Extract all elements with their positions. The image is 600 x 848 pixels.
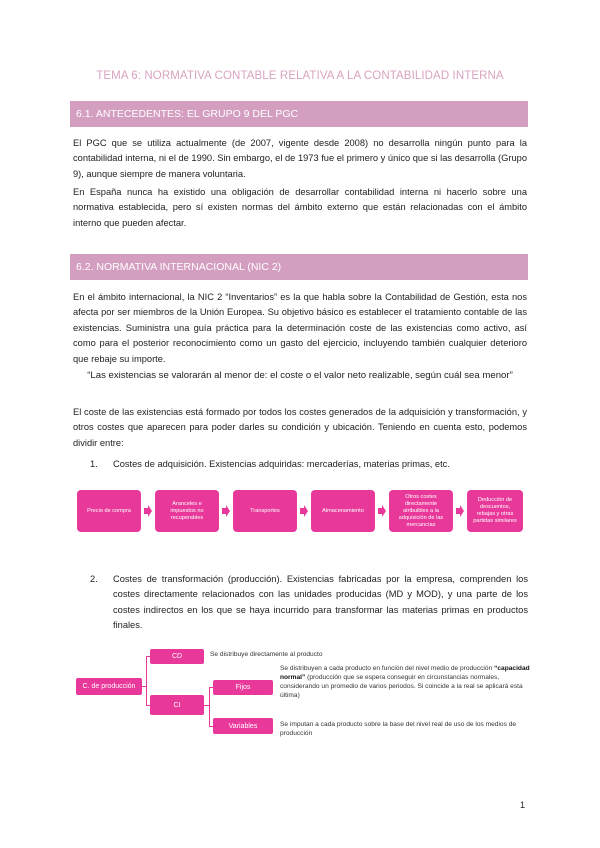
paragraph-pgc: El PGC que se utiliza actualmente (de 2007, vigente desde 2008) no desarrolla ningún punto para la contabilidad interna, ni el de 1990. Sin embargo, el de 1973 fue el primero y único que si las desarrolla (Grupo 9), aunque siempre de manera voluntaria. bbox=[73, 138, 527, 179]
paragraph-coste: El coste de las existencias está formado por todos los costes generados de la adquisición y transformación, y otros costes que aparecen para poder darles su condición y ubicación. Teniendo en cuenta esto, podemos dividir entre: bbox=[73, 407, 527, 448]
flow-box-almacenamiento: Almacenamiento bbox=[311, 490, 375, 532]
tree-node-c-produccion: C. de producción bbox=[76, 678, 142, 695]
flow-box-deduccion: Deducción de descuentos, rebajas y otras partidas similares bbox=[467, 490, 523, 532]
page-title: TEMA 6: NORMATIVA CONTABLE RELATIVA A LA CONTABILIDAD INTERNA bbox=[96, 70, 504, 82]
flow-box-aranceles: Aranceles e impuestos no recuperables bbox=[155, 490, 219, 532]
tree-text-fijos: Se distribuyen a cada producto en función del nivel medio de producción “capacidad normal” (producción que se espera conseguir en circunstancias normales, considerando un promedio de varios periodos. Si coincide a la real se aplicará esta última) bbox=[280, 665, 530, 699]
quote-valoracion: “Las existencias se valorarán al menor de: el coste o el valor neto realizable, según cuál sea menor” bbox=[87, 370, 513, 381]
arrow-right-icon bbox=[222, 505, 230, 517]
list-number: 1. bbox=[90, 459, 98, 469]
tree-text-variables: Se imputan a cada producto sobre la base del nivel real de uso de los medios de producción bbox=[280, 721, 517, 737]
production-cost-tree bbox=[70, 645, 530, 745]
arrow-right-icon bbox=[456, 505, 464, 517]
flow-box-otros-costes: Otros costes directamente atribuibles a la adquisición de las mercancías bbox=[389, 490, 453, 532]
list-text: Costes de adquisición. Existencias adquiridas: mercaderías, materias primas, etc. bbox=[113, 459, 450, 469]
section-heading-antecedentes: 6.1. ANTECEDENTES: EL GRUPO 9 DEL PGC bbox=[70, 101, 528, 127]
tree-node-cd: CD bbox=[150, 649, 204, 664]
tree-node-variables: Variables bbox=[213, 718, 273, 734]
page-number: 1 bbox=[519, 800, 525, 810]
tree-connector bbox=[209, 687, 210, 727]
list-text: Costes de transformación (producción). Existencias fabricadas por la empresa, comprenden los costes directamente relacionados con las unidades producidas (MD y MOD), y una parte de los costes indirectos en los que se haya incurrido para transformar las materias primas en productos finales. bbox=[113, 574, 528, 631]
tree-connector bbox=[146, 656, 147, 706]
paragraph-nic2: En el ámbito internacional, la NIC 2 “Inventarios” es la que habla sobre la Contabilidad de Gestión, esta nos afecta por ser miembros de la Unión Europea. Su objetivo básico es establecer el tratamiento contable de las existencias. Suministra una guía práctica para la determinación coste de las existencias como activo, así como para el posterior reconocimiento como un gasto del ejercicio, incluyendo también cualquier deterioro que rebaje su importe. bbox=[73, 292, 527, 364]
arrow-right-icon bbox=[378, 505, 386, 517]
paragraph-espana: En España nunca ha existido una obligación de desarrollar contabilidad interna ni hacerlo sobre una normativa establecida, pero sí existen normas del ámbito externo que están relacionadas con el ámbito interno que pueden afectar. bbox=[73, 187, 527, 228]
section-heading-nic2: 6.2. NORMATIVA INTERNACIONAL (NIC 2) bbox=[70, 254, 528, 280]
flow-box-transportes: Transportes bbox=[233, 490, 297, 532]
tree-node-ci: CI bbox=[150, 695, 204, 715]
tree-text-cd: Se distribuye directamente al producto bbox=[210, 651, 323, 658]
list-item-adquisicion bbox=[92, 457, 528, 472]
arrow-right-icon bbox=[300, 505, 308, 517]
flow-box-precio-compra: Precio de compra bbox=[77, 490, 141, 532]
list-number: 2. bbox=[90, 574, 98, 584]
list-item-transformacion bbox=[92, 572, 528, 634]
tree-node-fijos: Fijos bbox=[213, 680, 273, 695]
arrow-right-icon bbox=[144, 505, 152, 517]
acquisition-cost-flow bbox=[77, 490, 523, 532]
